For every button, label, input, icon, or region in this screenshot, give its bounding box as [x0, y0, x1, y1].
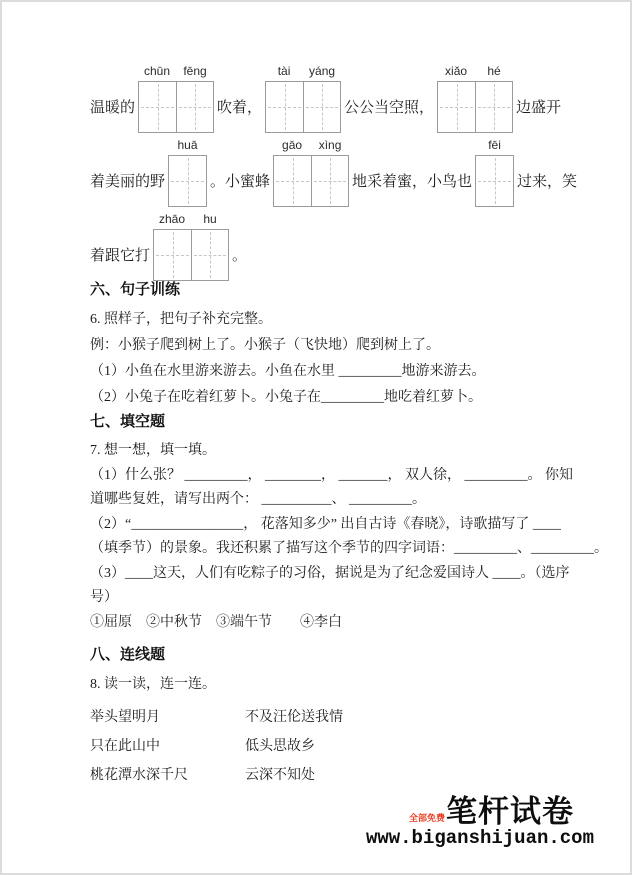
pinyin-row: [475, 138, 514, 155]
match-row: [90, 766, 580, 786]
brand-logo: [366, 796, 594, 849]
pinyin-label: hu: [203, 212, 217, 226]
tianzige-cell: [176, 82, 213, 132]
pinyin-label: huā: [177, 138, 198, 152]
pinyin-box-group: [273, 138, 349, 207]
match-left-item: 举头望明月: [90, 710, 160, 725]
tianzige-cell: [303, 82, 340, 132]
fill-text: 着美丽的野: [90, 174, 166, 190]
section-heading: 六、句子训练: [90, 281, 181, 298]
pinyin-label: tài: [277, 64, 291, 78]
fill-text: 公公当空照，: [344, 100, 435, 116]
pinyin-box-group: [475, 138, 514, 207]
tianzige-cell: [154, 230, 191, 280]
section-heading: 八、连线题: [90, 646, 166, 663]
pinyin-row: [138, 64, 214, 81]
tianzige-box: [153, 229, 229, 281]
match-left-item: 只在此山中: [90, 739, 160, 754]
fill-text: 过来，笑: [517, 174, 578, 190]
tianzige-box: [273, 155, 349, 207]
match-right-item: 云深不知处: [245, 768, 315, 783]
question-line: （1）什么张？ _________， ________， _______， 双人徐， _________。 你知: [90, 467, 573, 483]
pinyin-label: fēng: [183, 64, 207, 78]
match-right-item: 不及汪伦送我情: [245, 710, 343, 725]
tianzige-cell: [191, 230, 228, 280]
tianzige-cell: [139, 82, 176, 132]
free-badge: 全部免费: [408, 812, 445, 823]
fill-row: [90, 212, 570, 281]
pinyin-box-group: [265, 64, 341, 133]
question-line: 7. 想一想，填一填。: [90, 443, 216, 458]
tianzige-box: [265, 81, 341, 133]
pinyin-row: [273, 138, 349, 155]
fill-row: [90, 64, 570, 133]
brand-url: www.biganshijuan.com: [365, 826, 594, 849]
question-line: 8. 读一读，连一连。: [90, 677, 216, 692]
fill-text: 。小蜜蜂: [210, 174, 271, 190]
fill-text: 边盛开: [516, 100, 562, 116]
pinyin-row: [153, 212, 229, 229]
question-line: 道哪些复姓，请写出两个： __________、 _________。: [90, 492, 426, 507]
pinyin-label: gāo: [282, 138, 303, 152]
tianzige-cell: [475, 82, 512, 132]
fill-text: 温暖的: [90, 100, 136, 116]
tianzige-cell: [169, 156, 206, 206]
question-line: （3）____这天，人们有吃粽子的习俗，据说是为了纪念爱国诗人 ____。（选序: [90, 565, 570, 581]
tianzige-box: [475, 155, 514, 207]
pinyin-label: chūn: [144, 64, 171, 78]
pinyin-row: [437, 64, 513, 81]
tianzige-box: [168, 155, 207, 207]
pinyin-label: xiǎo: [445, 64, 468, 78]
tianzige-cell: [266, 82, 303, 132]
pinyin-fill-section: [90, 64, 578, 286]
match-row: [90, 737, 580, 757]
question-line: （2）“________________， 花落知多少” 出自古诗《春晓》，诗歌描写了 ____: [90, 516, 561, 532]
question-line: 例：小猴子爬到树上了。小猴子（飞快地）爬到树上了。: [90, 338, 440, 353]
pinyin-label: hé: [487, 64, 501, 78]
tianzige-cell: [438, 82, 475, 132]
tianzige-box: [138, 81, 214, 133]
brand-logo-top: [409, 796, 574, 828]
fill-text: 地采着蜜，小鸟也: [352, 174, 473, 190]
section-sentence-training: [90, 278, 580, 411]
answer-options-line: ①屈原 ②中秋节 ③端午节 ④李白: [90, 614, 342, 630]
question-line: 号）: [90, 590, 118, 605]
tianzige-box: [437, 81, 513, 133]
question-line: （1）小鱼在水里游来游去。小鱼在水里 _________地游来游去。: [90, 364, 486, 379]
tianzige-cell: [311, 156, 348, 206]
section-matching: [90, 643, 580, 795]
tianzige-cell: [476, 156, 513, 206]
match-row: [90, 708, 580, 728]
pinyin-box-group: [168, 138, 207, 207]
pinyin-label: xìng: [318, 138, 342, 152]
fill-text: 吹着，: [217, 100, 263, 116]
pinyin-row: [168, 138, 207, 155]
pinyin-label: zhāo: [159, 212, 186, 226]
section-heading: 七、填空题: [90, 413, 166, 430]
pinyin-label: yáng: [309, 64, 336, 78]
tianzige-cell: [274, 156, 311, 206]
question-line: （2）小兔子在吃着红萝卜。小兔子在_________地吃着红萝卜。: [90, 390, 482, 405]
pinyin-box-group: [153, 212, 229, 281]
question-line: 6. 照样子，把句子补充完整。: [90, 312, 272, 327]
fill-text: 着跟它打: [90, 248, 151, 264]
pinyin-label: fēi: [488, 138, 501, 152]
match-right-item: 低头思故乡: [245, 739, 315, 754]
match-left-item: 桃花潭水深千尺: [90, 768, 188, 783]
pinyin-row: [265, 64, 341, 81]
brand-name: 笔杆试卷: [446, 794, 574, 829]
pinyin-box-group: [437, 64, 513, 133]
question-line: （填季节）的景象。我还积累了描写这个季节的四字词语：_________、_________。: [90, 541, 608, 556]
fill-text: 。: [232, 248, 248, 264]
section-fill-blanks: [90, 410, 608, 635]
fill-row: [90, 138, 578, 207]
pinyin-box-group: [138, 64, 214, 133]
